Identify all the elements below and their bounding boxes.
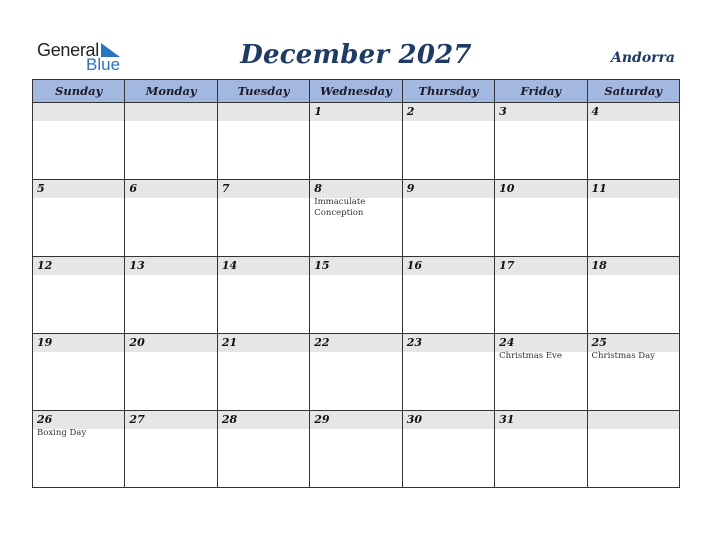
holiday-label: Boxing Day (37, 428, 87, 438)
day-number-bar (588, 180, 679, 198)
day-number: 2 (406, 105, 415, 118)
day-cell (402, 103, 494, 180)
holiday-label: Immaculate Conception (314, 197, 366, 218)
day-number-bar (218, 103, 309, 121)
day-number: 9 (406, 182, 415, 195)
weekday-sunday: Sunday (33, 80, 125, 103)
logo-word-blue: Blue (86, 55, 121, 74)
page-title: December 2027 (240, 40, 472, 70)
day-cell (587, 103, 679, 180)
day-number-bar (310, 411, 401, 429)
week-row (33, 334, 680, 411)
week-row (33, 103, 680, 180)
day-number-bar (33, 257, 124, 275)
day-cell (495, 334, 587, 411)
holiday-label: Christmas Day (591, 351, 655, 361)
day-number: 23 (406, 336, 422, 349)
day-number-bar (588, 257, 679, 275)
day-cell (402, 411, 494, 488)
day-cell (125, 334, 217, 411)
weekday-wednesday: Wednesday (310, 80, 402, 103)
day-cell (495, 411, 587, 488)
day-number-bar (218, 257, 309, 275)
day-cell (33, 103, 125, 180)
country-label: Andorra (611, 50, 675, 66)
calendar-body (33, 103, 680, 488)
day-number-bar (125, 411, 216, 429)
day-number-bar (218, 334, 309, 352)
week-row (33, 257, 680, 334)
day-number: 22 (314, 336, 330, 349)
day-cell (33, 411, 125, 488)
day-number-bar (125, 257, 216, 275)
day-number-bar (495, 180, 586, 198)
day-number: 13 (129, 259, 145, 272)
day-number: 12 (37, 259, 53, 272)
week-row (33, 411, 680, 488)
day-number: 19 (37, 336, 53, 349)
day-cell (33, 334, 125, 411)
day-number: 11 (591, 182, 607, 195)
day-number-bar (495, 103, 586, 121)
day-number: 25 (591, 336, 607, 349)
day-cell (310, 103, 402, 180)
day-cell (495, 257, 587, 334)
day-number: 1 (314, 105, 322, 118)
day-cell (125, 180, 217, 257)
day-number: 8 (314, 182, 322, 195)
day-number-bar (125, 180, 216, 198)
day-cell (125, 257, 217, 334)
weekday-saturday: Saturday (587, 80, 679, 103)
day-cell (125, 103, 217, 180)
day-number: 6 (129, 182, 138, 195)
day-cell (587, 411, 679, 488)
day-number-bar (218, 411, 309, 429)
day-cell (587, 180, 679, 257)
day-number-bar (403, 411, 494, 429)
day-cell (217, 257, 309, 334)
day-number: 14 (221, 259, 238, 272)
day-number: 27 (129, 413, 145, 426)
day-number-bar (588, 334, 679, 352)
weekday-tuesday: Tuesday (217, 80, 309, 103)
day-number-bar (33, 411, 124, 429)
day-number: 30 (406, 413, 422, 426)
day-cell (310, 257, 402, 334)
day-number-bar (33, 334, 124, 352)
day-number-bar (495, 334, 586, 352)
day-number-bar (310, 103, 401, 121)
day-number: 17 (499, 259, 515, 272)
week-row (33, 180, 680, 257)
day-number: 26 (37, 413, 53, 426)
holiday-label: Christmas Eve (499, 351, 562, 361)
day-cell (495, 103, 587, 180)
day-cell (402, 257, 494, 334)
day-cell (495, 180, 587, 257)
day-cell (587, 257, 679, 334)
day-cell (33, 180, 125, 257)
day-number: 31 (499, 413, 515, 426)
day-number: 28 (221, 413, 238, 426)
day-number: 3 (499, 105, 507, 118)
day-number: 5 (37, 182, 45, 195)
day-cell (217, 103, 309, 180)
day-number: 10 (499, 182, 515, 195)
day-cell (217, 334, 309, 411)
day-number-bar (218, 180, 309, 198)
day-cell (310, 180, 402, 257)
day-cell (310, 411, 402, 488)
day-number: 4 (591, 105, 600, 118)
day-number-bar (33, 103, 124, 121)
day-number-bar (403, 257, 494, 275)
day-number: 29 (314, 413, 330, 426)
weekday-monday: Monday (125, 80, 217, 103)
day-number-bar (403, 334, 494, 352)
day-number-bar (310, 334, 401, 352)
day-cell (402, 180, 494, 257)
weekday-friday: Friday (495, 80, 587, 103)
day-number: 16 (406, 259, 422, 272)
weekday-thursday: Thursday (402, 80, 494, 103)
day-number: 20 (129, 336, 145, 349)
day-cell (125, 411, 217, 488)
day-cell (217, 411, 309, 488)
day-number: 18 (591, 259, 607, 272)
day-number-bar (125, 334, 216, 352)
day-number: 21 (221, 336, 238, 349)
calendar-grid (32, 79, 680, 488)
day-number-bar (310, 257, 401, 275)
day-cell (402, 334, 494, 411)
day-number: 7 (221, 182, 230, 195)
day-number-bar (33, 180, 124, 198)
day-number-bar (588, 103, 679, 121)
day-number-bar (495, 257, 586, 275)
day-number-bar (403, 180, 494, 198)
day-cell (33, 257, 125, 334)
day-number-bar (310, 180, 401, 198)
day-cell (587, 334, 679, 411)
day-number-bar (588, 411, 679, 429)
day-number: 15 (314, 259, 330, 272)
day-number-bar (125, 103, 216, 121)
day-cell (310, 334, 402, 411)
day-number-bar (403, 103, 494, 121)
day-number-bar (495, 411, 586, 429)
day-cell (217, 180, 309, 257)
day-number: 24 (499, 336, 515, 349)
weekday-header-row (33, 80, 680, 103)
logo-word-general: General (37, 40, 99, 60)
